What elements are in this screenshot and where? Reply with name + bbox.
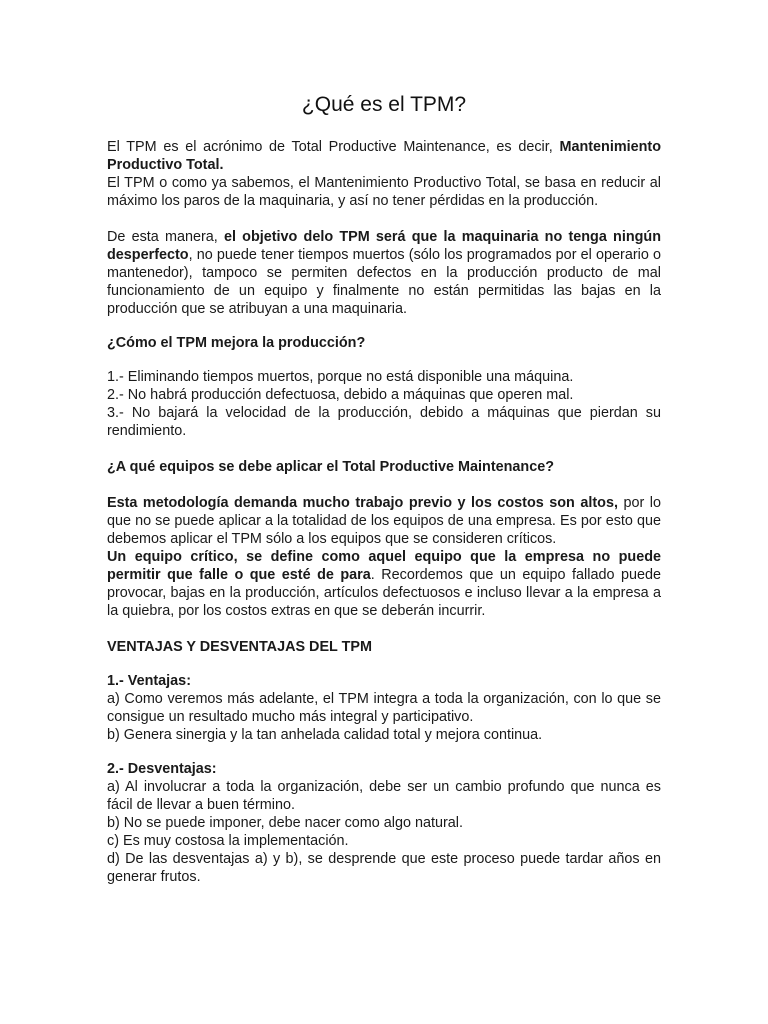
page-title: ¿Qué es el TPM?: [301, 93, 467, 116]
intro-text: El TPM es el acrónimo de Total Productive Maintenance, es decir,: [107, 139, 560, 155]
apply-paragraph: [107, 494, 661, 548]
advantage-item: b) Genera sinergia y la tan anhelada calidad total y mejora continua.: [107, 727, 543, 743]
objective-text-2: , no puede tener tiempos muertos (sólo los programados por el operario o mantenedor), tampoco se permiten defectos en la producción producto de mal funcionamiento de un equipo y finalmente no están permitidas las bajas en la producción que se atribuyan a una maquinaria.: [107, 247, 661, 317]
disadvantage-item: c) Es muy costosa la implementación.: [107, 833, 349, 849]
disadvantage-item: b) No se puede imponer, debe nacer como algo natural.: [107, 815, 463, 831]
objective-paragraph: [107, 228, 661, 318]
apply-text-1: por lo que no se puede aplicar a la totalidad de los equipos de una empresa. Es por esto que debemos aplicar el TPM sólo a los equipos que se consideren críticos.: [107, 495, 661, 547]
intro-bold: Mantenimiento Productivo Total.: [107, 139, 661, 173]
improve-item: 1.- Eliminando tiempos muertos, porque no está disponible una máquina.: [107, 369, 574, 385]
advantage-item: a) Como veremos más adelante, el TPM integra a toda la organización, con lo que se consigue un resultado mucho más integral y participativo.: [107, 691, 661, 725]
improve-heading: ¿Cómo el TPM mejora la producción?: [107, 335, 366, 351]
objective-text-1: De esta manera,: [107, 229, 224, 245]
critical-paragraph: [107, 548, 661, 620]
disadvantage-item: a) Al involucrar a toda la organización, debe ser un cambio profundo que nunca es fácil de llevar a buen término.: [107, 779, 661, 813]
intro-paragraph-2: El TPM o como ya sabemos, el Mantenimiento Productivo Total, se basa en reducir al máximo los paros de la maquinaria, y así no tener pérdidas en la producción.: [107, 175, 661, 209]
disadvantage-item: d) De las desventajas a) y b), se desprende que este proceso puede tardar años en generar frutos.: [107, 851, 661, 885]
apply-heading: ¿A qué equipos se debe aplicar el Total Productive Maintenance?: [107, 459, 555, 475]
objective-bold: el objetivo delo TPM será que la maquinaria no tenga ningún desperfecto: [107, 229, 661, 263]
improve-item: 2.- No habrá producción defectuosa, debido a máquinas que operen mal.: [107, 387, 574, 403]
apply-bold-2: Un equipo crítico, se define como aquel equipo que la empresa no puede permitir que falle o que esté de para: [107, 549, 661, 583]
disadvantages-heading: 2.- Desventajas:: [107, 761, 217, 777]
improve-item: 3.- No bajará la velocidad de la producción, debido a máquinas que pierdan su rendimiento.: [107, 405, 661, 439]
apply-text-2: . Recordemos que un equipo fallado puede provocar, bajas en la producción, artículos defectuosos e incluso llevar a la empresa a la quiebra, por los costos extras en que se deberán incurrir.: [107, 567, 661, 619]
apply-bold-1: Esta metodología demanda mucho trabajo previo y los costos son altos,: [107, 495, 618, 511]
intro-paragraph: [107, 138, 661, 174]
advantages-heading: 1.- Ventajas:: [107, 673, 191, 689]
pros-cons-heading: VENTAJAS Y DESVENTAJAS DEL TPM: [107, 639, 372, 655]
